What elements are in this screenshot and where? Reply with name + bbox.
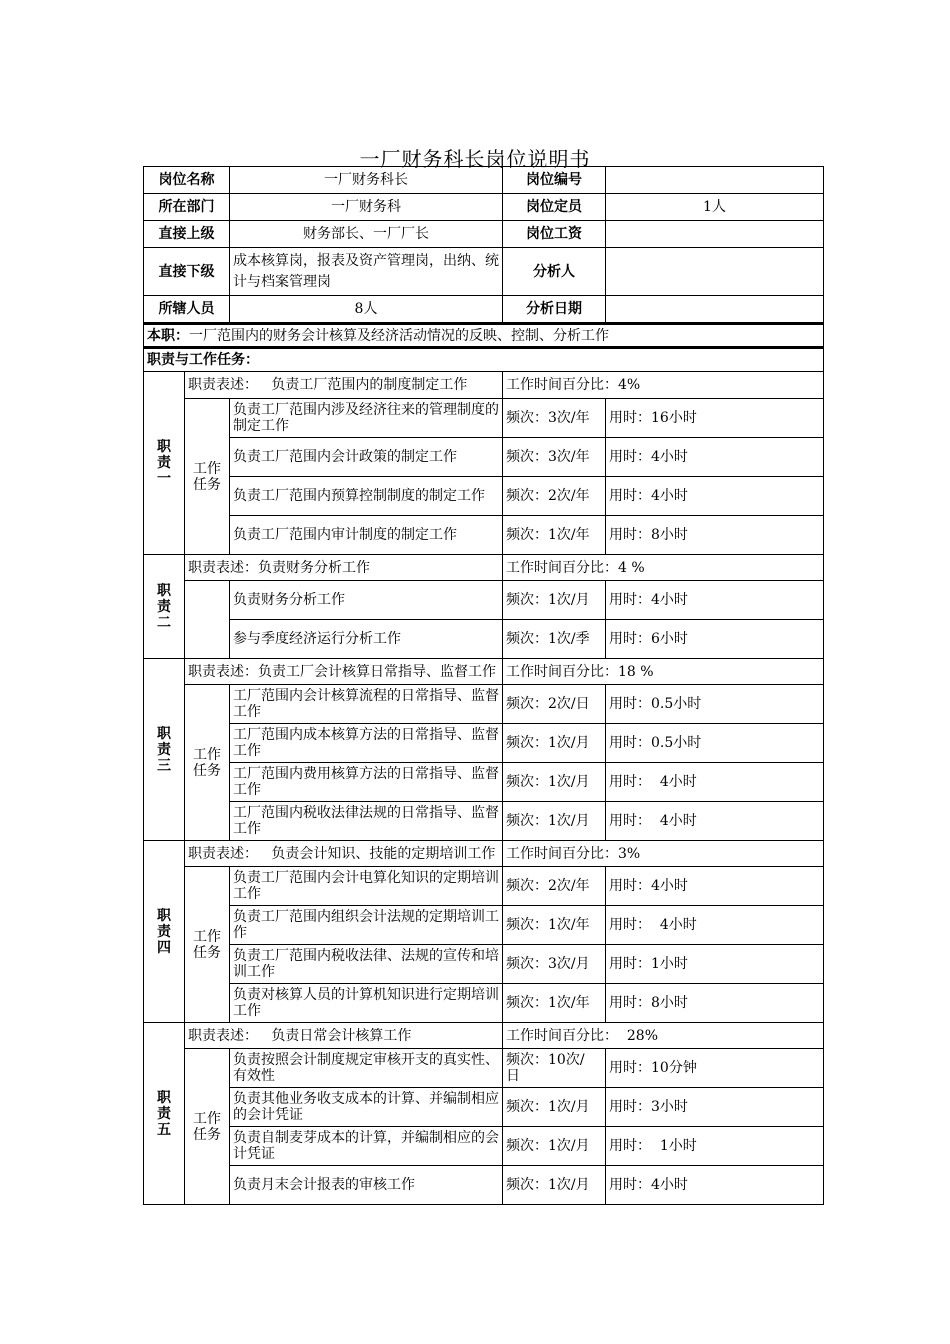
department-value: 一厂财务科 [230,194,503,221]
duty-statement-row [144,372,824,399]
task-time: 用时： 4小时 [606,763,824,802]
duty-percent: 工作时间百分比： 28% [503,1023,824,1049]
task-text: 工厂范围内税收法律法规的日常指导、监督工作 [230,802,503,841]
task-time: 用时：4小时 [606,581,824,620]
tasks-header: 职责与工作任务： [144,348,824,372]
task-row [144,516,824,555]
row-position-name [144,167,824,194]
duty-statement: 职责表述： 负责会计知识、技能的定期培训工作 [185,841,503,867]
duty-statement-row [144,1023,824,1049]
duty-statement: 职责表述： 负责工厂范围内的制度制定工作 [185,372,503,399]
task-frequency: 频次：1次/月 [503,724,606,763]
task-row [144,724,824,763]
task-row [144,906,824,945]
task-time: 用时：1小时 [606,945,824,984]
row-duty [144,324,824,348]
task-label: 工作任务 [185,1049,230,1205]
duty-text: 一厂范围内的财务会计核算及经济活动情况的反映、控制、分析工作 [189,327,609,344]
date-label: 分析日期 [503,296,606,324]
subordinate-value: 成本核算岗，报表及资产管理岗，出纳、统计与档案管理岗 [230,248,503,296]
task-row [144,438,824,477]
task-frequency: 频次：3次/年 [503,399,606,438]
task-frequency: 频次：1次/年 [503,984,606,1023]
task-text: 工厂范围内成本核算方法的日常指导、监督工作 [230,724,503,763]
task-label: 工作任务 [185,867,230,1023]
duty-name: 职责二 [144,555,185,659]
duty-percent: 工作时间百分比：4% [503,372,824,399]
row-superior [144,221,824,248]
analyst-label: 分析人 [503,248,606,296]
task-text: 负责工厂范围内组织会计法规的定期培训工作 [230,906,503,945]
task-row [144,984,824,1023]
duty-percent: 工作时间百分比：4 % [503,555,824,581]
date-value [606,296,824,324]
task-text: 负责财务分析工作 [230,581,503,620]
task-row [144,945,824,984]
task-row [144,1049,824,1088]
position-no-label: 岗位编号 [503,167,606,194]
task-time: 用时：16小时 [606,399,824,438]
task-text: 负责按照会计制度规定审核开支的真实性、有效性 [230,1049,503,1088]
task-text: 负责工厂范围内预算控制制度的制定工作 [230,477,503,516]
task-label [185,581,230,659]
task-frequency: 频次：1次/月 [503,802,606,841]
task-time: 用时：4小时 [606,867,824,906]
task-row [144,399,824,438]
salary-value [606,221,824,248]
task-frequency: 频次：3次/年 [503,438,606,477]
task-text: 负责对核算人员的计算机知识进行定期培训工作 [230,984,503,1023]
duty-statement: 职责表述：负责财务分析工作 [185,555,503,581]
duty-percent: 工作时间百分比：3% [503,841,824,867]
task-time: 用时：6小时 [606,620,824,659]
task-frequency: 频次：2次/年 [503,867,606,906]
task-row [144,1166,824,1205]
task-frequency: 频次：1次/月 [503,1088,606,1127]
headcount-label: 岗位定员 [503,194,606,221]
document-title: 一厂财务科长岗位说明书 [359,147,591,171]
task-row [144,1088,824,1127]
task-row [144,581,824,620]
task-row [144,620,824,659]
task-row [144,867,824,906]
duty-name: 职责五 [144,1023,185,1205]
salary-label: 岗位工资 [503,221,606,248]
position-name-label: 岗位名称 [144,167,230,194]
task-frequency: 频次：1次/月 [503,1127,606,1166]
task-frequency: 频次：1次/月 [503,763,606,802]
task-frequency: 频次：10次/ 日 [503,1049,606,1088]
task-text: 工厂范围内会计核算流程的日常指导、监督工作 [230,685,503,724]
duty-name: 职责三 [144,659,185,841]
task-time: 用时： 4小时 [606,802,824,841]
staff-value: 8人 [230,296,503,324]
task-text: 负责工厂范围内会计电算化知识的定期培训工作 [230,867,503,906]
task-time: 用时：4小时 [606,1166,824,1205]
task-text: 负责工厂范围内涉及经济往来的管理制度的制定工作 [230,399,503,438]
task-time: 用时：0.5小时 [606,724,824,763]
row-department [144,194,824,221]
duty-statement-row [144,555,824,581]
task-frequency: 频次：1次/年 [503,516,606,555]
duty-cell [144,324,824,348]
task-time: 用时：8小时 [606,984,824,1023]
task-time: 用时：4小时 [606,438,824,477]
task-frequency: 频次：2次/日 [503,685,606,724]
row-subordinate [144,248,824,296]
task-frequency: 频次：1次/月 [503,1166,606,1205]
superior-value: 财务部长、一厂厂长 [230,221,503,248]
task-time: 用时：8小时 [606,516,824,555]
task-row [144,763,824,802]
task-label: 工作任务 [185,685,230,841]
duty-statement: 职责表述：负责工厂会计核算日常指导、监督工作 [185,659,503,685]
task-frequency: 频次：1次/年 [503,906,606,945]
duty-statement-row [144,659,824,685]
task-text: 负责工厂范围内税收法律、法规的宣传和培训工作 [230,945,503,984]
staff-label: 所辖人员 [144,296,230,324]
job-description-table [143,166,824,1205]
task-time: 用时：3小时 [606,1088,824,1127]
task-time: 用时：0.5小时 [606,685,824,724]
task-text: 负责工厂范围内审计制度的制定工作 [230,516,503,555]
row-staff [144,296,824,324]
task-text: 负责月末会计报表的审核工作 [230,1166,503,1205]
task-time: 用时：10分钟 [606,1049,824,1088]
task-frequency: 频次：3次/月 [503,945,606,984]
task-text: 负责自制麦芽成本的计算，并编制相应的会计凭证 [230,1127,503,1166]
duty-statement: 职责表述： 负责日常会计核算工作 [185,1023,503,1049]
task-text: 负责其他业务收支成本的计算、并编制相应的会计凭证 [230,1088,503,1127]
task-row [144,685,824,724]
task-frequency: 频次：1次/月 [503,581,606,620]
task-time: 用时：4小时 [606,477,824,516]
subordinate-label: 直接下级 [144,248,230,296]
task-text: 参与季度经济运行分析工作 [230,620,503,659]
row-tasks-header [144,348,824,372]
position-no-value [606,167,824,194]
duty-percent: 工作时间百分比：18 % [503,659,824,685]
task-frequency: 频次：2次/年 [503,477,606,516]
task-time: 用时： 4小时 [606,906,824,945]
duty-statement-row [144,841,824,867]
task-frequency: 频次：1次/季 [503,620,606,659]
duty-name: 职责一 [144,372,185,555]
task-time: 用时： 1小时 [606,1127,824,1166]
task-row [144,802,824,841]
task-row [144,1127,824,1166]
task-text: 负责工厂范围内会计政策的制定工作 [230,438,503,477]
task-row [144,477,824,516]
task-text: 工厂范围内费用核算方法的日常指导、监督工作 [230,763,503,802]
department-label: 所在部门 [144,194,230,221]
headcount-value: 1人 [606,194,824,221]
superior-label: 直接上级 [144,221,230,248]
duty-label: 本职： [147,327,189,344]
task-label: 工作任务 [185,399,230,555]
position-name-value: 一厂财务科长 [230,167,503,194]
analyst-value [606,248,824,296]
duty-name: 职责四 [144,841,185,1023]
duties-body [144,372,824,1205]
